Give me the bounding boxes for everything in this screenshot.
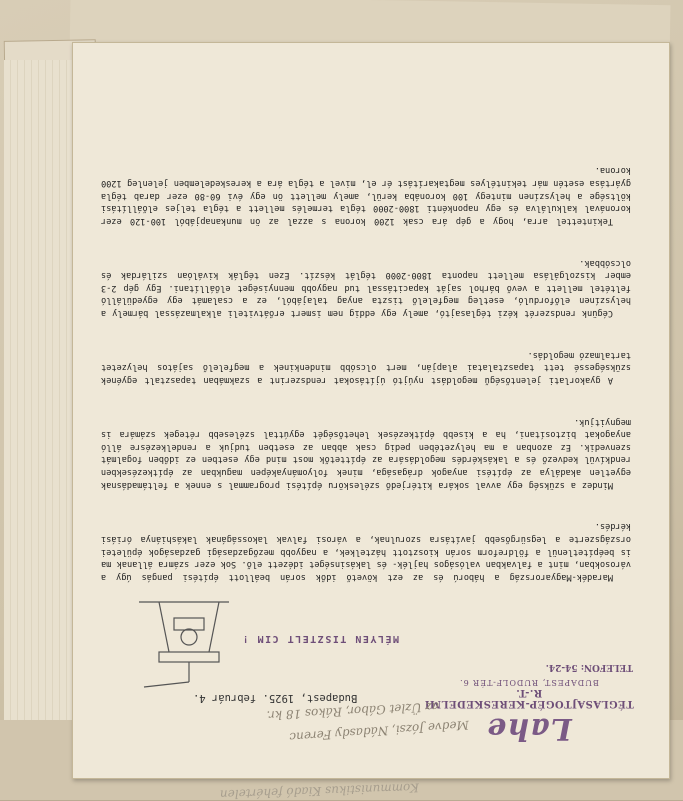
pencil-note: Kommunistikus Kiadó fehértelen: [219, 780, 420, 801]
letter-page: [72, 42, 670, 801]
letter-paragraph: Cégünk rendszerét kézi téglasajtó, amely egy eddig nem ismert erőátviteli alkalmazással bármely a helyszínen előforduló, esetleg megfelelő tiszta anyag talajából, ez a csalamát egy egyedülálló feltétel mellett a vevő bárhol saját kapacitással tud nagyobb mennyiséget előállítani. Egy gép 2-3 ember kiszolgálása mellett naponta 1800-2000 téglát készít. Ezen téglák kiválóan szilárdak és olcsóbbak.: [95, 257, 631, 318]
place-date: Budapest, 1925. február 4.: [193, 692, 358, 704]
letter-paragraph: Mindez a szükség egy avval sokára kitérjedő szélesköru építési programmal s ennek a feltámadásnak egyetlen akadálya az építési anyagok drágasága, minek folyományaképen magukban az építkezésekben rendkívül kedvező és a lakáskérdés megoldására az építtetők most mind egy esetben ez időben fogalmát szenvedik. Ez azonban a ma helyzetében pedig csak abban az esetben tudjuk a rendelkezésre álló anyagokat biztosítani, ha a kisebb építkezések lehetőségét egyúttal szélesebb rétegek számára is megnyitjuk.: [95, 416, 631, 490]
pencil-note: az Üzlet Gábor, Rákos 18 kr.: [266, 699, 440, 723]
letter-paragraph: Maradék-Magyarország a háború és az ezt követő idők során beállott építési pangás úgy a városokban, mint a falvakban valóságos hajlék- és lakásinséget idézett elő. Sok ezer számra állanak ma is beépítetlenül a földreform során kiosztott háztelkek, a nagyobb mezőgazdasági gazdaságok épületei országszerte a legsürgősebb javításra szorulnak, a városi falvak lakosságának lakáshiánya óriási kérdés.: [95, 521, 631, 582]
company-telefon: TELEFON: 54-24.: [545, 662, 633, 672]
letterhead: [419, 678, 639, 746]
company-name: TÉGLASAJTOGÉP-KERESKEDELMI R.-T.: [424, 687, 634, 709]
company-address: BUDAPEST, RUDOLF-TÉR 6.: [459, 678, 599, 687]
background-paper-strip: [4, 60, 75, 720]
letter-body: [95, 135, 631, 608]
company-logo: Lahe: [486, 711, 572, 746]
pencil-note: Medve Józsi, Nádasdy Ferenc: [288, 717, 470, 745]
letter-paragraph: Tekintettel arra, hogy a gép ára csak 1200 korona s azzal az ön munkanapjából 100-120 ezer koronával kalkulálva és egy naponkénti 1800-2000 tégla termelés mellett a tégla teljes előállítási költsége a helyszínen mintegy 100 koronába kerül, amely mellett ön egy évi 60-80 ezer darab tégla gyártása esetén már tekintélyes megtakarítást ér el, mivel a tégla ára a kereskedelemben jelenleg 1200 korona.: [95, 165, 631, 226]
salutation: MÉLYEN TISZTELT CIM !: [241, 633, 399, 644]
letter-paragraph: A gyakorlati jelentőségű megoldást nyújtó újításokat rendszerint a szakmában tapasztalt egyének szükségessé tett tapasztalatai alapján, mert olcsóbb mindenkinek a megfelelő sajátos helyzetet tartalmazó megoldás.: [95, 349, 631, 385]
letter-content-rotated: [73, 43, 669, 801]
brick-press-illustration: [139, 597, 229, 692]
